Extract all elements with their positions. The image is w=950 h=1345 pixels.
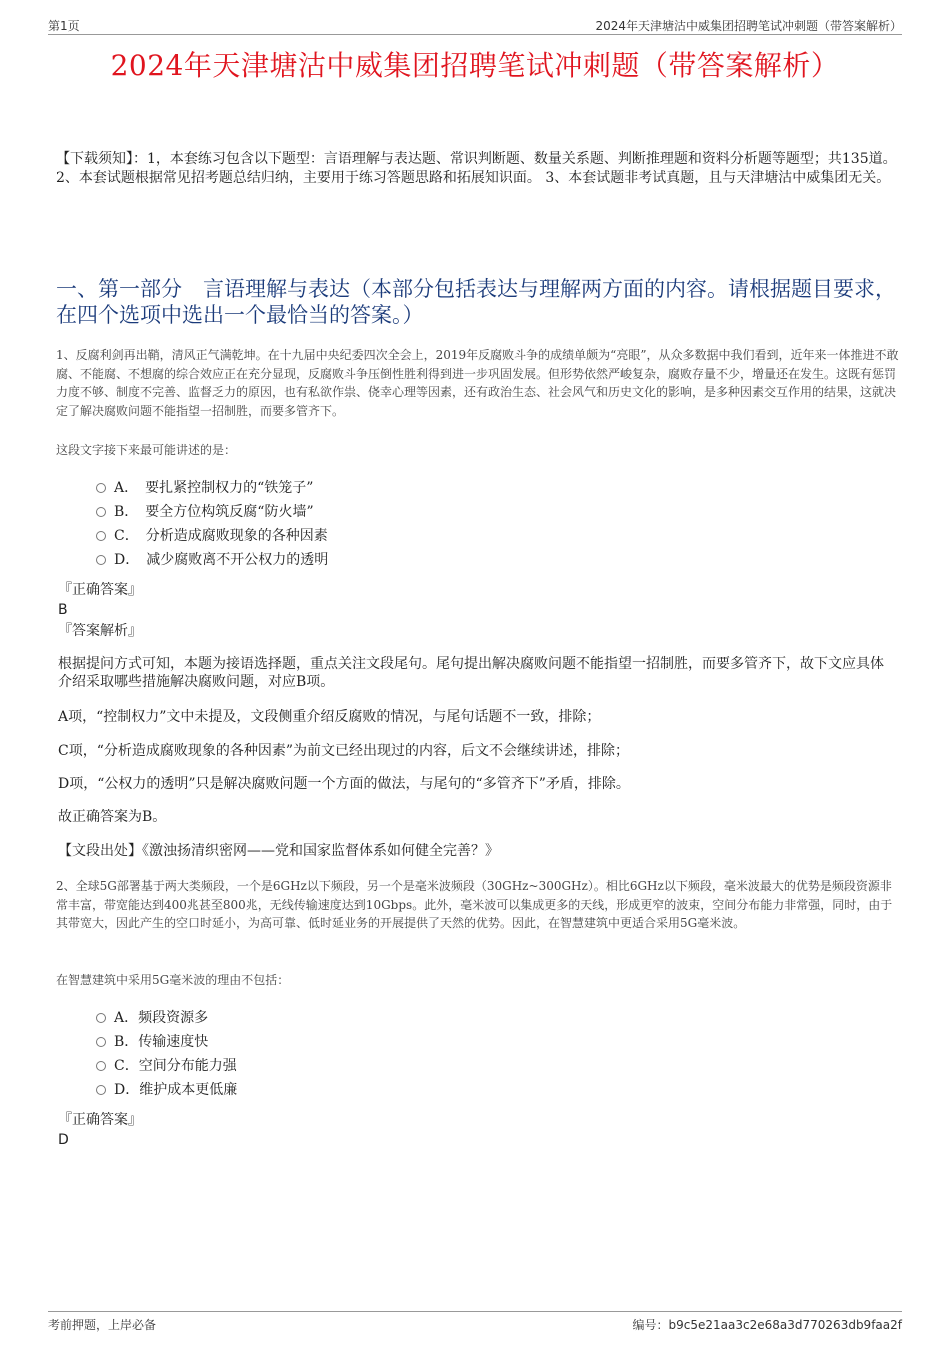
header-doc-title: 2024年天津塘沽中威集团招聘笔试冲刺题（带答案解析） (595, 19, 902, 33)
document-title: 2024年天津塘沽中威集团招聘笔试冲刺题（带答案解析） (110, 49, 840, 82)
option-c[interactable]: C．空间分布能力强 (96, 1053, 596, 1077)
answer-label: 『正确答案』 (58, 582, 142, 598)
analysis-paragraph: A项，“控制权力”文中未提及，文段侧重介绍反腐败的情况，与尾句话题不一致，排除； (58, 709, 601, 725)
question-2-text: 2、全球5G部署基于两大类频段，一个是6GHz以下频段，另一个是毫米波频段（30GHz~300GHz）。相比6GHz以下频段，毫米波最大的优势是频段资源非常丰富，带宽能达到400兆甚至800兆，无线传输速度达到10Gbps。此外，毫米波可以集成更多的天线，形成更窄的波束，空间分布能力非常强，同时，由于其带宽大，因此产生的空口时延小，为高可靠、低时延业务的开展提供了天然的优势。因此，在智慧建筑中更适合采用5G毫米波。 (56, 879, 893, 930)
radio-icon[interactable] (96, 1037, 106, 1047)
section-heading: 一、第一部分 言语理解与表达（本部分包括表达与理解两方面的内容。请根据题目要求，在四个选项中选出一个最恰当的答案。） (56, 277, 896, 327)
answer-value: B (58, 602, 68, 618)
question-1-prompt: 这段文字接下来最可能讲述的是： (56, 443, 237, 457)
question-2-options (96, 1005, 596, 1101)
footer-slogan: 考前押题，上岸必备 (48, 1318, 157, 1332)
question-1-text: 1、反腐利剑再出鞘，清风正气满乾坤。在十九届中央纪委四次全会上，2019年反腐败斗争的成绩单颇为“亮眼”，从众多数据中我们看到，近年来一体推进不敢腐、不能腐、不想腐的综合效应正在充分显现，反腐败斗争压倒性胜利得到进一步巩固发展。但形势依然严峻复杂，腐败存量不少，增量还在发生。这既有惩罚力度不够、制度不完善、监督乏力的原因，也有私欲作祟、侥幸心理等因素，还有政治生态、社会风气和历史文化的影响，是多种因素交互作用的结果，这就决定了解决腐败问题不能指望一招制胜，而要多管齐下。 (56, 348, 899, 418)
document-id: 编号：b9c5e21aa3c2e68a3d770263db9faa2f (632, 1318, 902, 1332)
download-notice: 【下载须知】：1，本套练习包含以下题型：言语理解与表达题、常识判断题、数量关系题、判断推理题和资料分析题等题型；共135道。 2、本套试题根据常见招考题总结归纳，主要用于练习答题思路和拓展知识面。 3、本套试题非考试真题，且与天津塘沽中威集团无关。 (56, 151, 897, 186)
option-a[interactable]: A．频段资源多 (96, 1005, 596, 1029)
option-b[interactable]: B． 要全方位构筑反腐“防火墙” (96, 499, 596, 523)
analysis-paragraph: 故正确答案为B。 (58, 809, 167, 825)
answer-value: D (58, 1132, 69, 1148)
analysis-paragraph: C项，“分析造成腐败现象的各种因素”为前文已经出现过的内容，后文不会继续讲述，排除； (58, 743, 630, 759)
question-2-prompt: 在智慧建筑中采用5G毫米波的理由不包括： (56, 973, 290, 987)
option-d[interactable]: D．维护成本更低廉 (96, 1077, 596, 1101)
radio-icon[interactable] (96, 483, 106, 493)
analysis-label: 『答案解析』 (58, 623, 142, 639)
radio-icon[interactable] (96, 531, 106, 541)
radio-icon[interactable] (96, 1085, 106, 1095)
option-d[interactable]: D． 减少腐败离不开公权力的透明 (96, 547, 596, 571)
option-a[interactable]: A． 要扎紧控制权力的“铁笼子” (96, 475, 596, 499)
option-b[interactable]: B．传输速度快 (96, 1029, 596, 1053)
radio-icon[interactable] (96, 555, 106, 565)
radio-icon[interactable] (96, 507, 106, 517)
answer-label: 『正确答案』 (58, 1112, 142, 1128)
source-citation: 【文段出处】《激浊扬清织密网——党和国家监督体系如何健全完善？》 (58, 843, 499, 859)
question-1-options (96, 475, 596, 571)
analysis-paragraph: D项，“公权力的透明”只是解决腐败问题一个方面的做法，与尾句的“多管齐下”矛盾，排除。 (58, 776, 630, 792)
page-header (48, 14, 902, 35)
radio-icon[interactable] (96, 1061, 106, 1071)
page-number: 第1页 (48, 19, 80, 33)
option-c[interactable]: C． 分析造成腐败现象的各种因素 (96, 523, 596, 547)
page-footer (48, 1311, 902, 1334)
analysis-paragraph: 根据提问方式可知，本题为接语选择题，重点关注文段尾句。尾句提出解决腐败问题不能指望一招制胜，而要多管齐下，故下文应具体介绍采取哪些措施解决腐败问题，对应B项。 (58, 656, 884, 690)
radio-icon[interactable] (96, 1013, 106, 1023)
